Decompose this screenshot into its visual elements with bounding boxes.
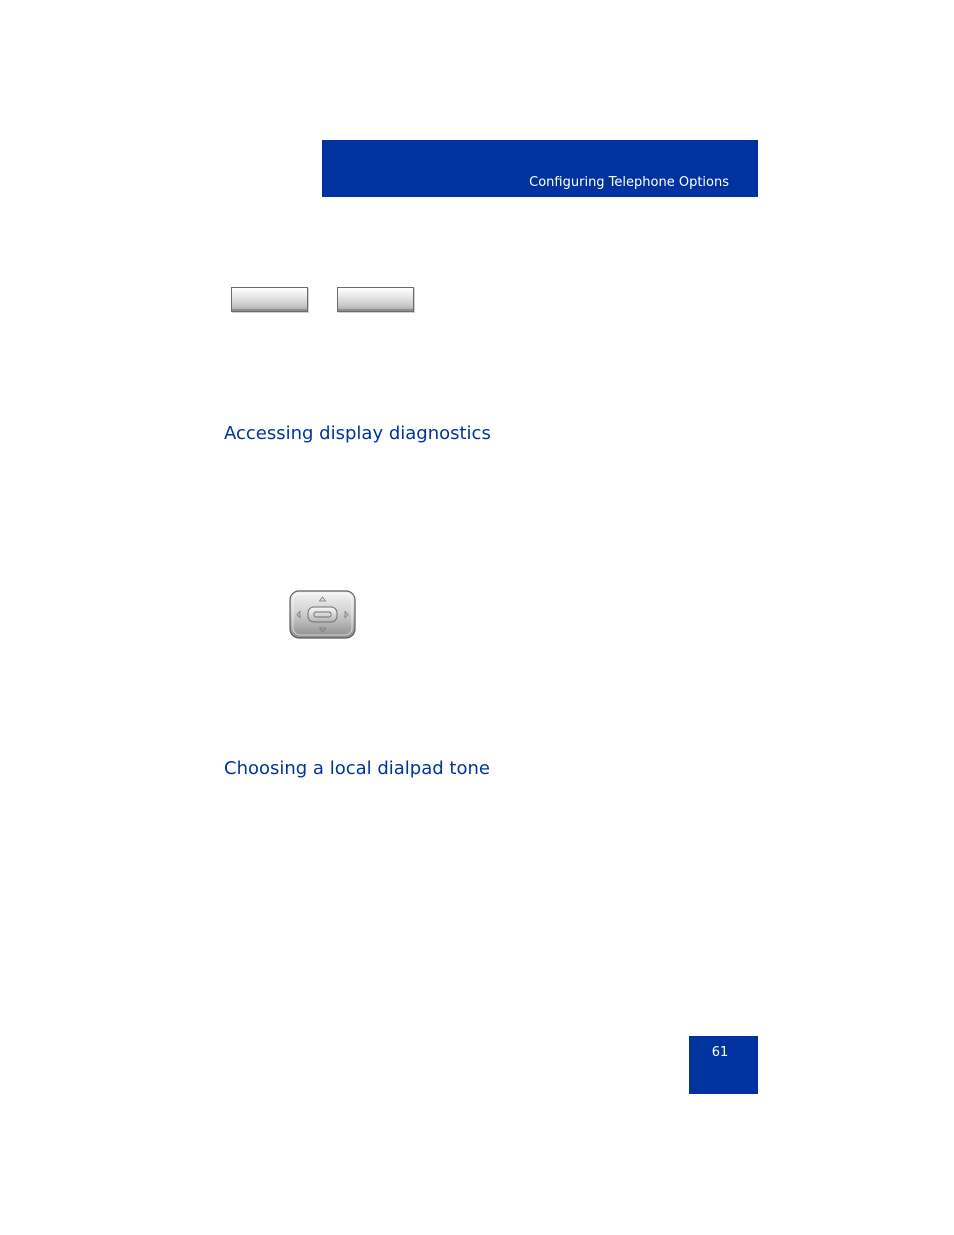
softkey-button-icon — [231, 287, 308, 312]
page-number-box — [689, 1036, 758, 1094]
navigation-cluster-icon — [289, 590, 356, 639]
softkey-button-icon — [337, 287, 414, 312]
page-number: 61 — [711, 1045, 729, 1060]
section-heading-dialpad-tone: Choosing a local dialpad tone — [224, 758, 490, 779]
header-title: Configuring Telephone Options — [529, 175, 729, 190]
section-heading-display-diagnostics: Accessing display diagnostics — [224, 423, 491, 444]
header-bar — [322, 140, 758, 197]
